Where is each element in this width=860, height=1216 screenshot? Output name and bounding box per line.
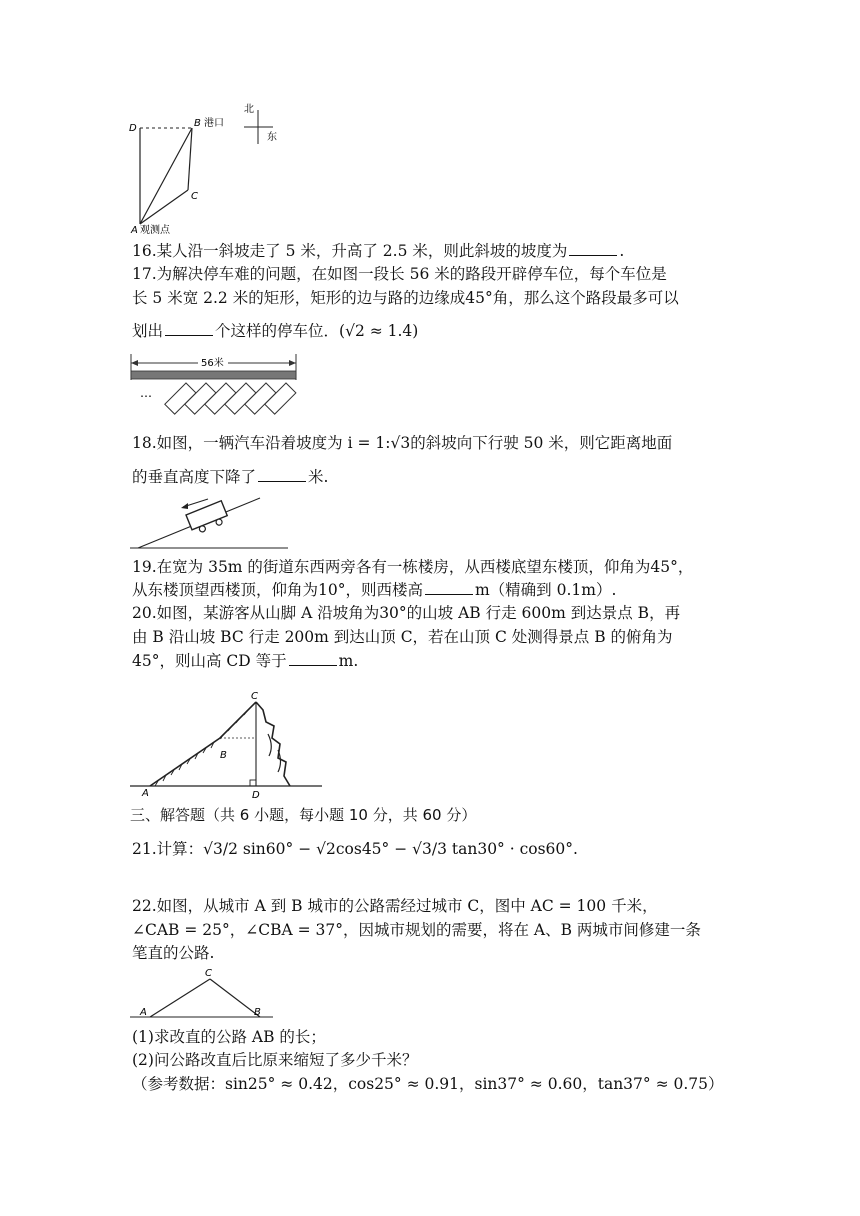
q22-line1: 22.如图，从城市 A 到 B 城市的公路需经过城市 C，图中 AC = 100 千米， — [132, 897, 658, 915]
question-20-line3 — [132, 650, 358, 672]
q20-line3-a: 45°，则山高 CD 等于 — [132, 652, 287, 670]
label-a: A — [140, 1007, 147, 1018]
q20-answer-blank[interactable] — [289, 651, 337, 666]
label-observe: 观测点 — [140, 225, 170, 235]
question-17-line3 — [132, 320, 418, 342]
question-18-line2 — [132, 466, 328, 488]
q17-line2: 长 5 米宽 2.2 米的矩形，矩形的边与路的边缘成45°角，那么这个路段最多可以 — [132, 289, 679, 307]
q22-line3: 笔直的公路. — [132, 944, 215, 962]
q19-line2-b: m（精确到 0.1m）. — [474, 581, 617, 599]
q17-line3-a: 划出 — [132, 322, 164, 340]
label-a: A — [131, 225, 138, 235]
q17-line3-b: 个这样的停车位．(√2 ≈ 1.4) — [215, 322, 419, 340]
q22-sub2: (2)问公路改直后比原来缩短了多少千米？ — [132, 1051, 418, 1069]
label-harbor: 港口 — [204, 118, 224, 129]
label-d: D — [252, 790, 260, 800]
slope-car-figure — [128, 490, 298, 552]
triangle-figure — [128, 965, 278, 1023]
compass-east-label: 东 — [267, 132, 277, 143]
q16-answer-blank[interactable] — [569, 241, 617, 256]
question-21: 21.计算：√3/2 sin60° − √2cos45° − √3/3 tan30° · cos60°. — [132, 840, 578, 858]
label-a: A — [142, 788, 149, 799]
q17-line1: 17.为解决停车难的问题，在如图一段长 56 米的路段开辟停车位，每个车位是 — [132, 265, 667, 283]
label-c: C — [205, 968, 212, 979]
q18-line1: 18.如图，一辆汽车沿着坡度为 i = 1:√3的斜坡向下行驶 50 米，则它距离地面 — [132, 434, 673, 452]
q22-line2: ∠CAB = 25°，∠CBA = 37°，因城市规划的需要，将在 A、B 两城市间修建一条 — [132, 921, 701, 939]
q20-line3-b: m. — [338, 652, 359, 670]
harbor-figure — [118, 100, 298, 235]
parking-figure — [126, 350, 301, 418]
q22-sub1: (1)求改直的公路 AB 的长； — [132, 1028, 326, 1046]
compass-north-label: 北 — [244, 104, 254, 115]
section-3-title: 三、解答题（共 6 小题，每小题 10 分，共 60 分） — [130, 806, 477, 824]
q22-reference: （参考数据：sin25° ≈ 0.42，cos25° ≈ 0.91，sin37° ≈ 0.60，tan37° ≈ 0.75） — [132, 1075, 724, 1093]
q18-answer-blank[interactable] — [258, 467, 306, 482]
q18-line2-a: 的垂直高度下降了 — [132, 468, 257, 486]
parking-length-label: 56米 — [201, 358, 224, 369]
label-b: B — [254, 1007, 261, 1018]
q17-answer-blank[interactable] — [165, 321, 213, 336]
label-d: D — [129, 123, 137, 134]
label-b: B — [194, 118, 201, 129]
mountain-figure — [128, 688, 324, 800]
q20-line2: 由 B 沿山坡 BC 行走 200m 到达山顶 C，若在山顶 C 处测得景点 B 的俯角为 — [132, 628, 673, 646]
question-16 — [132, 240, 624, 262]
q20-line1: 20.如图，某游客从山脚 A 沿坡角为30°的山坡 AB 行走 600m 到达景点 B，再 — [132, 604, 681, 622]
q18-line2-b: 米. — [308, 468, 329, 486]
label-b: B — [220, 750, 227, 761]
label-c: C — [191, 191, 198, 202]
q19-answer-blank[interactable] — [425, 580, 473, 595]
q16-end: . — [619, 242, 625, 260]
label-c: C — [251, 691, 258, 702]
q19-line1: 19.在宽为 35m 的街道东西两旁各有一栋楼房，从西楼底望东楼顶，仰角为45°， — [132, 558, 694, 576]
q16-text: 16.某人沿一斜坡走了 5 米，升高了 2.5 米，则此斜坡的坡度为 — [132, 242, 568, 260]
question-19-line2 — [132, 579, 616, 601]
parking-dots: … — [140, 386, 152, 400]
q19-line2-a: 从东楼顶望西楼顶，仰角为10°，则西楼高 — [132, 581, 423, 599]
